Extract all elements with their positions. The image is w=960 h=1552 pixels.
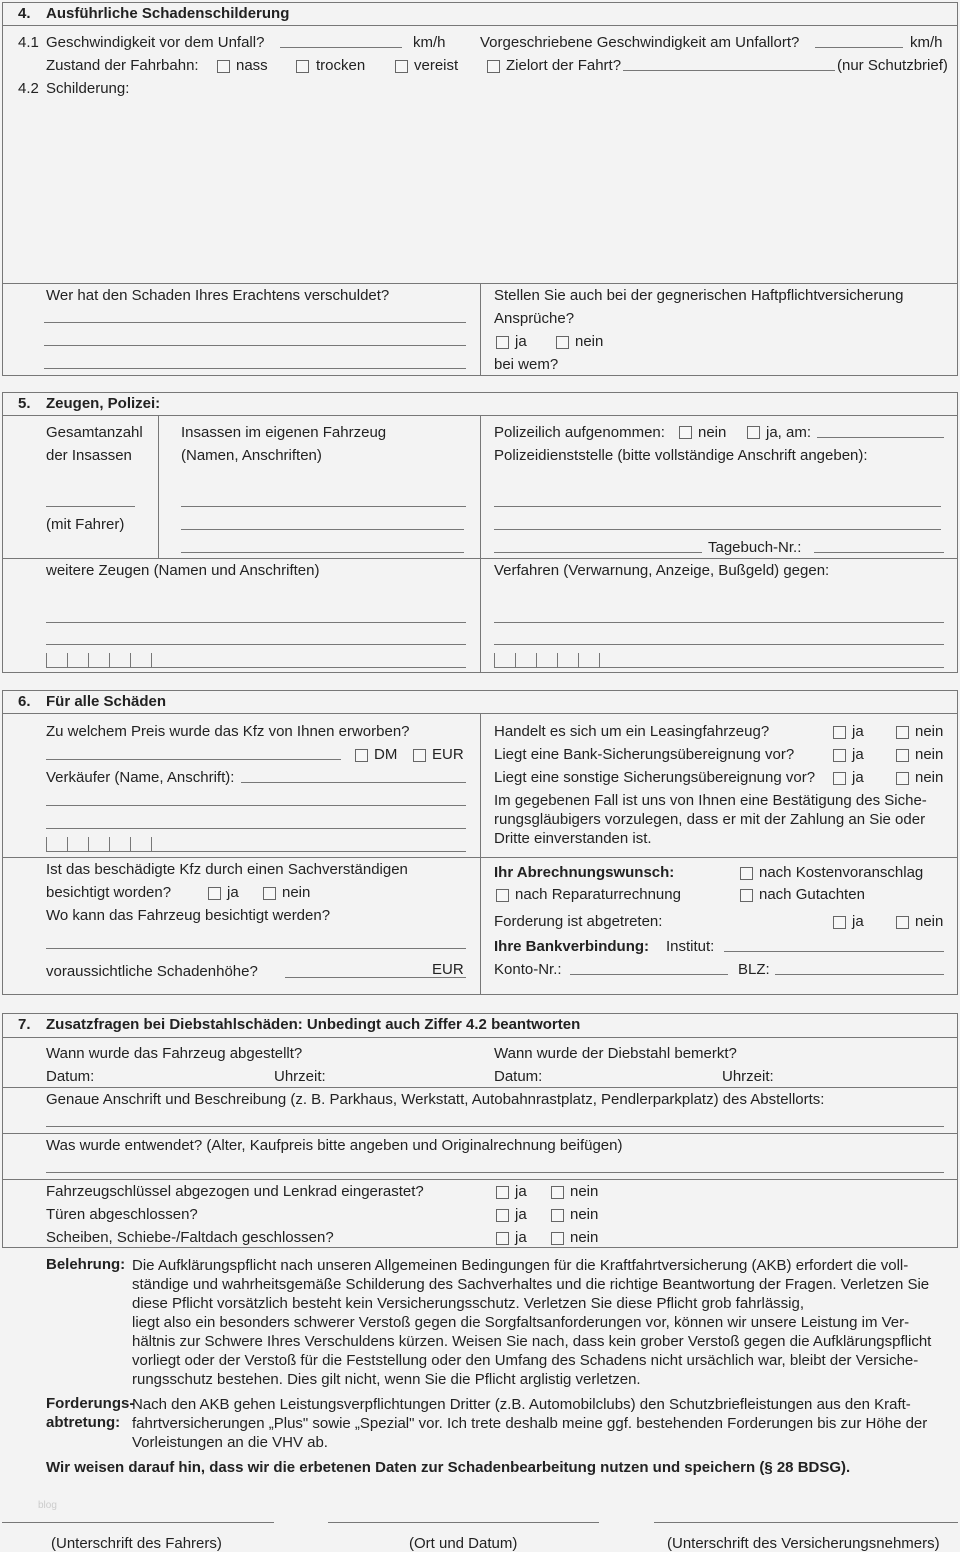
- windows-no-checkbox[interactable]: [551, 1232, 564, 1245]
- divider: [2, 1037, 958, 1038]
- section-5-title: Zeugen, Polizei:: [46, 395, 161, 412]
- postcode-tick: [151, 837, 152, 851]
- proceedings-input-2[interactable]: [494, 644, 944, 645]
- leasing-no-checkbox[interactable]: [896, 726, 909, 739]
- expert-line1: Ist das beschädigte Kfz durch einen Sachverständigen: [46, 861, 408, 878]
- police-no-label: nein: [698, 424, 727, 441]
- settlement-cost-estimate-label: nach Kostenvoranschlag: [759, 864, 924, 881]
- divider: [2, 1087, 958, 1088]
- expert-no-label: nein: [282, 884, 311, 901]
- claim-assigned-no-label: nein: [915, 913, 944, 930]
- postcode-tick: [536, 653, 537, 667]
- confirmation-line3: Dritte einverstanden ist.: [494, 830, 652, 847]
- place-date-label: (Ort und Datum): [409, 1535, 518, 1552]
- instruction-line: diese Pflicht vorsätzlich besteht kein Versicherungsschutz. Verletzen Sie diese Pflicht grob fahrlässig,: [132, 1295, 805, 1312]
- inspection-location-input[interactable]: [46, 948, 466, 949]
- witnesses-postcode-input[interactable]: [46, 667, 466, 668]
- assignment-text: [132, 1395, 944, 1452]
- claim-assigned-yes-label: ja: [852, 913, 864, 930]
- bank-code-input[interactable]: [775, 974, 944, 975]
- speed-before-label: Geschwindigkeit vor dem Unfall?: [46, 34, 265, 51]
- total-occupants-input[interactable]: [46, 506, 135, 507]
- with-whom-label: bei wem?: [494, 356, 559, 373]
- claim-assigned-label: Forderung ist abgetreten:: [494, 913, 663, 930]
- settlement-repair-invoice-checkbox[interactable]: [496, 889, 509, 902]
- assignment-line: Nach den AKB gehen Leistungsverpflichtungen Dritter (z.B. Automobilclubs) den Schutzbriefleistungen aus den Kraft-: [132, 1396, 911, 1413]
- destination-label: Zielort der Fahrt?: [506, 57, 622, 74]
- other-security-no-label: nein: [915, 769, 944, 786]
- postcode-tick: [46, 837, 47, 851]
- postcode-tick: [151, 653, 152, 667]
- doors-no-checkbox[interactable]: [551, 1209, 564, 1222]
- currency-eur-label: EUR: [432, 746, 464, 763]
- diary-no-input[interactable]: [814, 552, 944, 553]
- doors-no-label: nein: [570, 1206, 599, 1223]
- driver-signature-line[interactable]: [2, 1522, 274, 1523]
- currency-dm-checkbox[interactable]: [355, 749, 368, 762]
- police-yes-checkbox[interactable]: [747, 426, 760, 439]
- theft-noticed-label: Wann wurde der Diebstahl bemerkt?: [494, 1045, 737, 1062]
- police-yes-label: ja, am:: [766, 424, 812, 441]
- confirmation-line2: rungsgläubigers vorzulegen, dass er mit der Zahlung an Sie oder: [494, 811, 926, 828]
- instruction-text: [132, 1256, 944, 1389]
- settlement-repair-invoice-label: nach Reparaturrechnung: [515, 886, 681, 903]
- section-4-number: 4.: [18, 5, 31, 22]
- assignment-label-line2: abtretung:: [46, 1414, 121, 1431]
- parked-time-label[interactable]: Uhrzeit:: [274, 1068, 326, 1085]
- postcode-tick: [130, 837, 131, 851]
- section-7-number: 7.: [18, 1016, 31, 1033]
- other-witnesses-label: weitere Zeugen (Namen und Anschriften): [46, 562, 320, 579]
- total-occupants-line1: Gesamtanzahl: [46, 424, 143, 441]
- road-trocken-checkbox[interactable]: [296, 60, 309, 73]
- police-station-input-1[interactable]: [494, 506, 941, 507]
- theft-question-doors: Türen abgeschlossen?: [46, 1206, 198, 1223]
- claim-assigned-no-checkbox[interactable]: [896, 916, 909, 929]
- road-vereist-label: vereist: [414, 57, 459, 74]
- description-label: Schilderung:: [46, 80, 130, 97]
- assignment-label-line1: Forderungs-: [46, 1395, 135, 1412]
- other-security-no-checkbox[interactable]: [896, 772, 909, 785]
- police-date-input[interactable]: [817, 437, 944, 438]
- instruction-line: ständige und wahrheitsgemäße Schilderung des Sachverhaltes und die richtige Beantwortung der Fragen. Verletzen Sie: [132, 1276, 930, 1293]
- institution-label: Institut:: [666, 938, 715, 955]
- fault-input-3[interactable]: [44, 368, 466, 369]
- divider: [480, 415, 481, 673]
- section-6-number: 6.: [18, 693, 31, 710]
- purchase-price-input[interactable]: [46, 759, 341, 760]
- instruction-line: vorliegt oder der Verstoß für die Feststellung oder den Umfang des Schadens nicht ursächlich war, bleibt der Versiche-: [132, 1352, 919, 1369]
- proceedings-postcode-input[interactable]: [494, 667, 944, 668]
- estimated-damage-label: voraussichtliche Schadenhöhe?: [46, 963, 258, 980]
- theft-question-keys: Fahrzeugschlüssel abgezogen und Lenkrad eingerastet?: [46, 1183, 424, 1200]
- policyholder-signature-line[interactable]: [654, 1522, 958, 1523]
- claims-no-checkbox[interactable]: [556, 336, 569, 349]
- leasing-yes-label: ja: [852, 723, 864, 740]
- postcode-tick: [46, 653, 47, 667]
- speed-before-input[interactable]: [280, 47, 402, 48]
- road-trocken-label: trocken: [316, 57, 366, 74]
- driver-signature-label: (Unterschrift des Fahrers): [51, 1535, 222, 1552]
- expert-line2: besichtigt worden?: [46, 884, 172, 901]
- proceedings-label: Verfahren (Verwarnung, Anzeige, Bußgeld) gegen:: [494, 562, 830, 579]
- q42-label: 4.2: [18, 80, 39, 97]
- instruction-line: rungsschutz bestehen. Dies gilt nicht, wenn Sie die Pflicht arglistig verletzen.: [132, 1371, 641, 1388]
- divider: [2, 1179, 958, 1180]
- settlement-wish-label: Ihr Abrechnungswunsch:: [494, 864, 675, 881]
- bank-details-label: Ihre Bankverbindung:: [494, 938, 650, 955]
- windows-yes-checkbox[interactable]: [496, 1232, 509, 1245]
- section-4-title: Ausführliche Schadenschilderung: [46, 5, 290, 22]
- doors-yes-label: ja: [515, 1206, 527, 1223]
- witnesses-input-1[interactable]: [46, 622, 466, 623]
- assignment-line: fahrtversicherungen „Plus" sowie „Spezial" vor. Ich trete deshalb meine ggf. bestehenden Forderungen bis zur Höhe der: [132, 1415, 928, 1432]
- postcode-tick: [130, 653, 131, 667]
- postcode-tick: [494, 653, 495, 667]
- section-7-title: Zusatzfragen bei Diebstahlschäden: Unbedingt auch Ziffer 4.2 beantworten: [46, 1016, 581, 1033]
- postcode-tick: [557, 653, 558, 667]
- currency-eur-checkbox[interactable]: [413, 749, 426, 762]
- postcode-tick: [599, 653, 600, 667]
- postcode-tick: [88, 653, 89, 667]
- claims-yes-label: ja: [515, 333, 527, 350]
- claims-no-label: nein: [575, 333, 604, 350]
- instruction-line: liegt also ein besonders schwerer Verstoß gegen die Sorgfaltsanforderungen vor, können wir unsere Leistung im Ver-: [132, 1314, 910, 1331]
- postcode-tick: [578, 653, 579, 667]
- instruction-label: Belehrung:: [46, 1256, 126, 1273]
- postcode-tick: [67, 653, 68, 667]
- divider: [480, 283, 481, 376]
- speed-before-unit: km/h: [413, 34, 446, 51]
- data-notice: Wir weisen darauf hin, dass wir die erbetenen Daten zur Schadenbearbeitung nutzen und speichern (§ 28 BDSG).: [46, 1459, 851, 1476]
- divider: [2, 857, 958, 858]
- police-recorded-label: Polizeilich aufgenommen:: [494, 424, 665, 441]
- destination-input[interactable]: [623, 70, 835, 71]
- parked-date-label[interactable]: Datum:: [46, 1068, 95, 1085]
- estimated-damage-currency: EUR: [432, 961, 464, 978]
- speed-limit-unit: km/h: [910, 34, 943, 51]
- keys-no-checkbox[interactable]: [551, 1186, 564, 1199]
- confirmation-line1: Im gegebenen Fall ist uns von Ihnen eine Bestätigung des Siche-: [494, 792, 927, 809]
- road-nass-checkbox[interactable]: [217, 60, 230, 73]
- bank-security-label: Liegt eine Bank-Sicherungsübereignung vor?: [494, 746, 795, 763]
- police-station-input-3[interactable]: [494, 552, 702, 553]
- destination-note: (nur Schutzbrief): [837, 57, 948, 74]
- divider: [158, 415, 159, 558]
- claims-question-line2: Ansprüche?: [494, 310, 575, 327]
- stolen-items-input[interactable]: [46, 1172, 944, 1173]
- road-nass-label: nass: [236, 57, 268, 74]
- seller-input-2[interactable]: [46, 805, 466, 806]
- instruction-line: Die Aufklärungspflicht nach unseren Allgemeinen Bedingungen für die Kraftfahrtversicherung (AKB) erfordert die voll-: [132, 1257, 909, 1274]
- section-5-number: 5.: [18, 395, 31, 412]
- doors-yes-checkbox[interactable]: [496, 1209, 509, 1222]
- postcode-tick: [67, 837, 68, 851]
- leasing-label: Handelt es sich um ein Leasingfahrzeug?: [494, 723, 770, 740]
- occupants-input-2[interactable]: [181, 529, 464, 530]
- institution-input[interactable]: [724, 951, 944, 952]
- q41-label: 4.1: [18, 34, 39, 51]
- divider: [2, 558, 958, 559]
- with-driver-label: (mit Fahrer): [46, 516, 125, 533]
- seller-input-1[interactable]: [241, 782, 466, 783]
- bank-security-yes-label: ja: [852, 746, 864, 763]
- place-date-line[interactable]: [328, 1522, 599, 1523]
- postcode-tick: [109, 653, 110, 667]
- stolen-items-label: Was wurde entwendet? (Alter, Kaufpreis bitte angeben und Originalrechnung beifügen): [46, 1137, 623, 1154]
- inspection-location-label: Wo kann das Fahrzeug besichtigt werden?: [46, 907, 331, 924]
- other-security-yes-checkbox[interactable]: [833, 772, 846, 785]
- fault-question: Wer hat den Schaden Ihres Erachtens verschuldet?: [46, 287, 390, 304]
- diary-no-label: Tagebuch-Nr.:: [708, 539, 802, 556]
- fault-input-2[interactable]: [44, 345, 466, 346]
- noticed-date-label[interactable]: Datum:: [494, 1068, 543, 1085]
- noticed-time-label[interactable]: Uhrzeit:: [722, 1068, 774, 1085]
- other-security-yes-label: ja: [852, 769, 864, 786]
- currency-dm-label: DM: [374, 746, 398, 763]
- speed-limit-label: Vorgeschriebene Geschwindigkeit am Unfallort?: [480, 34, 800, 51]
- expert-yes-checkbox[interactable]: [208, 887, 221, 900]
- bank-security-no-checkbox[interactable]: [896, 749, 909, 762]
- speed-limit-input[interactable]: [815, 47, 903, 48]
- destination-checkbox[interactable]: [487, 60, 500, 73]
- leasing-yes-checkbox[interactable]: [833, 726, 846, 739]
- account-no-input[interactable]: [570, 974, 728, 975]
- postcode-tick: [109, 837, 110, 851]
- road-condition-label: Zustand der Fahrbahn:: [46, 57, 199, 74]
- account-no-label: Konto-Nr.:: [494, 961, 562, 978]
- watermark: blog: [38, 1500, 57, 1511]
- policyholder-signature-label: (Unterschrift des Versicherungsnehmers): [667, 1535, 940, 1552]
- keys-no-label: nein: [570, 1183, 599, 1200]
- windows-yes-label: ja: [515, 1229, 527, 1246]
- road-vereist-checkbox[interactable]: [395, 60, 408, 73]
- settlement-expert-report-label: nach Gutachten: [759, 886, 865, 903]
- parked-when-label: Wann wurde das Fahrzeug abgestellt?: [46, 1045, 303, 1062]
- keys-yes-label: ja: [515, 1183, 527, 1200]
- section-6-title: Für alle Schäden: [46, 693, 167, 710]
- claims-yes-checkbox[interactable]: [496, 336, 509, 349]
- bank-security-yes-checkbox[interactable]: [833, 749, 846, 762]
- occupants-input-1[interactable]: [181, 506, 466, 507]
- proceedings-input-1[interactable]: [494, 622, 944, 623]
- parking-address-label: Genaue Anschrift und Beschreibung (z. B. Parkhaus, Werkstatt, Autobahnrastplatz, Pendlerparkplatz) des Abstellorts:: [46, 1091, 825, 1108]
- total-occupants-line2: der Insassen: [46, 447, 132, 464]
- occupants-line2: (Namen, Anschriften): [181, 447, 322, 464]
- parking-address-input[interactable]: [46, 1126, 944, 1127]
- theft-question-windows: Scheiben, Schiebe-/Faltdach geschlossen?: [46, 1229, 334, 1246]
- leasing-no-label: nein: [915, 723, 944, 740]
- keys-yes-checkbox[interactable]: [496, 1186, 509, 1199]
- witnesses-input-2[interactable]: [46, 644, 466, 645]
- settlement-cost-estimate-checkbox[interactable]: [740, 867, 753, 880]
- police-station-input-2[interactable]: [494, 529, 941, 530]
- postcode-tick: [515, 653, 516, 667]
- divider: [2, 25, 958, 26]
- seller-postcode-input[interactable]: [46, 851, 466, 852]
- assignment-line: Vorleistungen an die VHV ab.: [132, 1434, 328, 1451]
- bank-security-no-label: nein: [915, 746, 944, 763]
- purchase-price-label: Zu welchem Preis wurde das Kfz von Ihnen erworben?: [46, 723, 410, 740]
- fault-input-1[interactable]: [44, 322, 466, 323]
- expert-yes-label: ja: [227, 884, 239, 901]
- divider: [480, 713, 481, 995]
- claim-assigned-yes-checkbox[interactable]: [833, 916, 846, 929]
- seller-label: Verkäufer (Name, Anschrift):: [46, 769, 235, 786]
- occupants-line1: Insassen im eigenen Fahrzeug: [181, 424, 387, 441]
- police-station-label: Polizeidienststelle (bitte vollständige Anschrift angeben):: [494, 447, 868, 464]
- occupants-input-3[interactable]: [181, 552, 464, 553]
- description-textarea[interactable]: [46, 100, 946, 278]
- instruction-line: hältnis zur Schwere Ihres Verschuldens kürzen. Weisen Sie nach, dass kein grober Verstoß gegen die Aufklärungspflicht: [132, 1333, 932, 1350]
- claims-question-line1: Stellen Sie auch bei der gegnerischen Haftpflichtversicherung: [494, 287, 904, 304]
- windows-no-label: nein: [570, 1229, 599, 1246]
- settlement-expert-report-checkbox[interactable]: [740, 889, 753, 902]
- divider: [2, 1133, 958, 1134]
- expert-no-checkbox[interactable]: [263, 887, 276, 900]
- seller-input-3[interactable]: [46, 828, 466, 829]
- bank-code-label: BLZ:: [738, 961, 770, 978]
- postcode-tick: [88, 837, 89, 851]
- police-no-checkbox[interactable]: [679, 426, 692, 439]
- other-security-label: Liegt eine sonstige Sicherungsübereignung vor?: [494, 769, 816, 786]
